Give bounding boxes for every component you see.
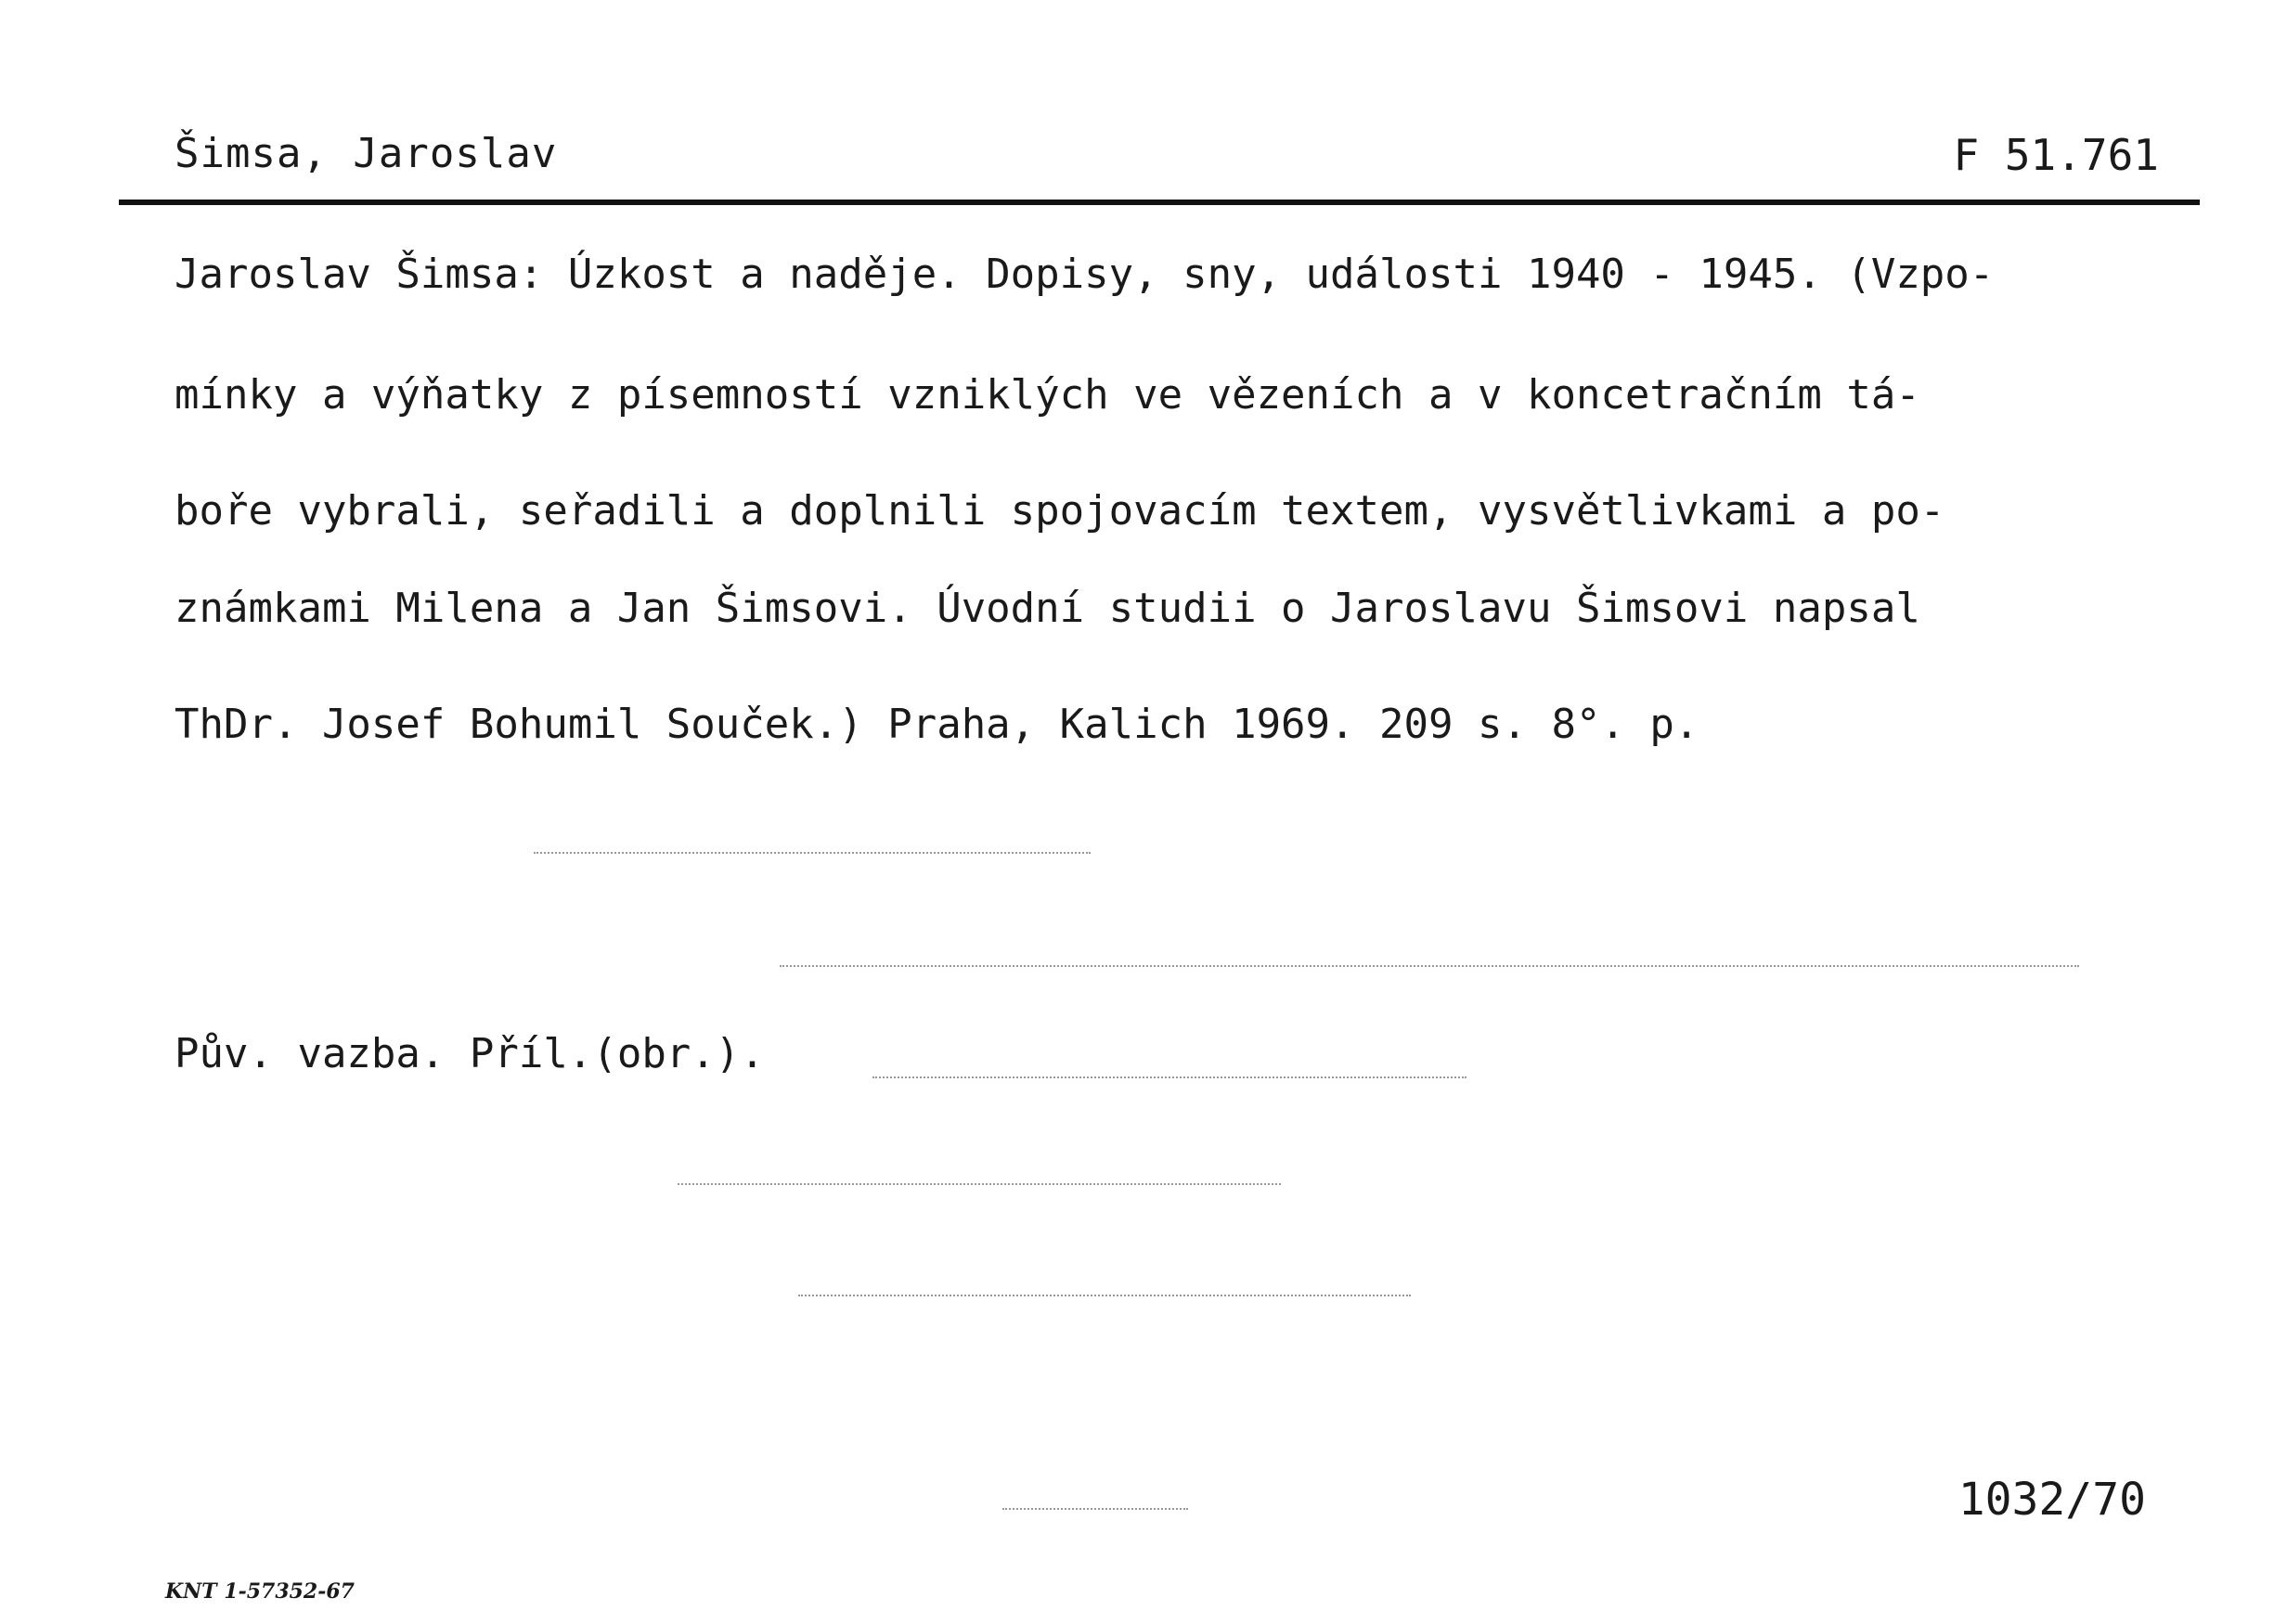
accession-number: 1032/70: [1958, 1474, 2146, 1526]
heading-author: Šimsa, Jaroslav: [174, 130, 558, 177]
shelfmark: F 51.761: [1953, 130, 2159, 180]
description-line-5: ThDr. Josef Bohumil Souček.) Praha, Kalich 1969. 209 s. 8°. p.: [174, 701, 1699, 748]
blank-dotted-line: [780, 965, 2079, 967]
blank-dotted-line: [798, 1295, 1411, 1296]
description-line-4: známkami Milena a Jan Šimsovi. Úvodní studii o Jaroslavu Šimsovi napsal: [174, 585, 1920, 632]
description-line-1: Jaroslav Šimsa: Úzkost a naděje. Dopisy, sny, události 1940 - 1945. (Vzpo-: [174, 251, 1995, 298]
blank-dotted-line: [872, 1076, 1467, 1078]
blank-dotted-line: [1002, 1508, 1188, 1510]
physical-note: Pův. vazba. Příl.(obr.).: [174, 1030, 765, 1077]
card-print-code: KNT 1-57352-67: [165, 1579, 355, 1604]
blank-dotted-line: [534, 852, 1091, 854]
description-line-3: boře vybrali, seřadili a doplnili spojovacím textem, vysvětlivkami a po-: [174, 487, 1945, 535]
blank-dotted-line: [678, 1183, 1281, 1185]
description-line-2: mínky a výňatky z písemností vzniklých ve vězeních a v koncetračním tá-: [174, 371, 1920, 419]
heading-rule: [119, 200, 2200, 205]
